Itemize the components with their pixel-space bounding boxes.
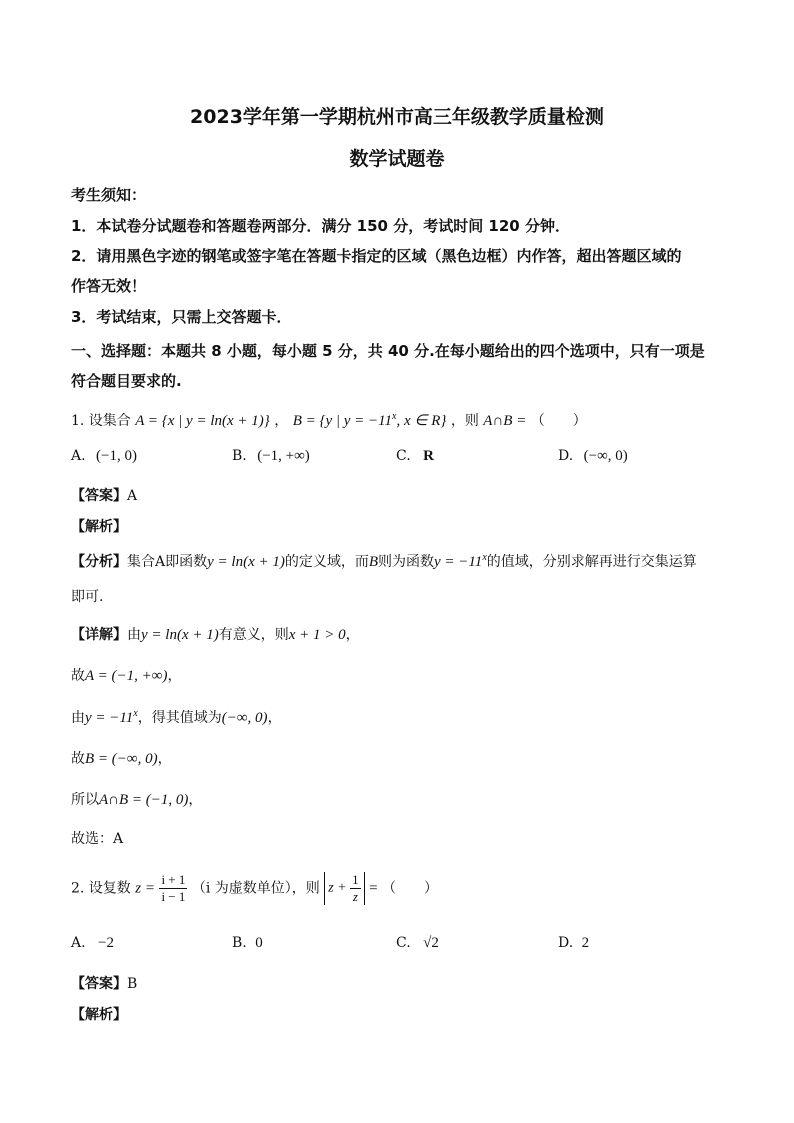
q1-fenxi	[71, 551, 697, 571]
q2-option-d	[558, 935, 589, 952]
section-heading: 一、选择题：本题共 8 小题，每小题 5 分，共 40 分.在每小题给出的四个选项中，只有一项是	[71, 342, 705, 360]
q2-prefix: 2. 设复数	[71, 880, 131, 897]
detail-text: ，	[267, 710, 282, 726]
fraction-numerator: i + 1	[161, 872, 186, 887]
option-value: (−1, +∞)	[257, 448, 310, 464]
q1-set-b: B = {y | $y = -11^x$, x ∈ R}	[292, 411, 447, 429]
q1-option-b	[232, 448, 310, 465]
abs-fraction	[350, 872, 361, 905]
answer-value: A	[127, 488, 138, 504]
q1-option-c	[396, 448, 434, 465]
q1-conclusion: 故选：A	[71, 831, 124, 847]
fenxi-text: 集合A即函数	[127, 554, 208, 570]
option-label: D.	[558, 448, 574, 464]
detail-formula: A = (−1, +∞)	[85, 668, 168, 684]
notice-heading: 考生须知：	[71, 186, 147, 204]
page-subtitle: 数学试题卷	[349, 148, 445, 170]
q2-analysis-tag: 【解析】	[71, 1007, 127, 1023]
detail-text: 故	[71, 751, 85, 767]
option-label: A.	[71, 448, 86, 464]
q1-detail-line-3	[71, 707, 282, 727]
q2-answer-bracket: （ ）	[382, 880, 439, 897]
q1-fenxi-cont: 即可.	[71, 589, 104, 605]
q1-answer-bracket: （ ）	[530, 413, 587, 429]
q1-analysis-tag: 【解析】	[71, 519, 127, 535]
q2-answer	[71, 973, 137, 993]
q1-option-a	[71, 448, 137, 465]
fenxi-formula: $y = -11^x$	[434, 552, 487, 570]
answer-value: B	[127, 976, 138, 992]
q1-option-d	[558, 448, 628, 465]
detail-formula: x + 1 > 0	[288, 627, 346, 643]
q2-paren: （i 为虚数单位），则	[191, 880, 320, 897]
q2-abs-expression	[324, 872, 364, 905]
detail-formula: B = (−∞, 0)	[85, 751, 158, 767]
q1-detail-line-1	[71, 624, 360, 644]
q1-detail-line-2	[71, 665, 181, 685]
option-value: 0	[255, 935, 263, 951]
detail-tag: 【详解】	[71, 627, 127, 643]
notice-item-2-cont: 作答无效！	[71, 277, 147, 295]
question-2	[71, 872, 438, 905]
detail-text: ，得其值域为	[137, 710, 222, 726]
fenxi-tag: 【分析】	[71, 554, 127, 570]
option-value: R	[423, 448, 434, 464]
answer-tag: 【答案】	[71, 488, 127, 504]
answer-tag: 【答案】	[71, 976, 127, 992]
detail-text: 由	[71, 710, 85, 726]
fraction-denominator: i − 1	[161, 889, 186, 904]
fenxi-text: 的值域，分别求解再进行交集运算	[486, 554, 697, 570]
q1-set-a: A = {x | y = ln(x + 1)}	[135, 413, 270, 429]
fraction-denominator: z	[352, 889, 358, 904]
notice-item-1: 1．本试卷分试题卷和答题卷两部分．满分 150 分，考试时间 120 分钟．	[71, 217, 570, 235]
fenxi-formula: y = ln(x + 1)	[207, 554, 285, 570]
detail-text: 故	[71, 668, 85, 684]
q1-prefix: 1. 设集合	[71, 413, 131, 429]
question-1	[71, 410, 587, 430]
q2-option-b	[232, 935, 263, 952]
detail-text: 由	[127, 627, 141, 643]
detail-text: ，	[345, 627, 360, 643]
fenxi-set-b: B	[368, 554, 379, 570]
q2-option-a	[71, 935, 114, 952]
option-value: (−1, 0)	[96, 448, 137, 464]
q2-eq: =	[369, 880, 378, 897]
option-label: D.	[558, 935, 574, 951]
option-value: (−∞, 0)	[583, 448, 628, 464]
notice-item-3: 3．考试结束，只需上交答题卡．	[71, 308, 292, 326]
detail-text: ，	[188, 792, 203, 808]
fenxi-text: 则为函数	[378, 554, 435, 570]
option-value: 2	[581, 935, 590, 951]
q1-detail-line-4	[71, 748, 172, 768]
detail-formula: A∩B = (−1, 0)	[99, 792, 189, 808]
detail-formula: (−∞, 0)	[221, 710, 268, 726]
q2-option-c	[396, 935, 439, 952]
q1-answer	[71, 485, 137, 505]
detail-text: 有意义，则	[218, 627, 289, 643]
q1-ask: ，则	[450, 413, 479, 429]
q1-comma: ，	[274, 413, 289, 429]
detail-formula: $y = -11^x$	[85, 708, 138, 726]
option-label: C.	[396, 448, 411, 464]
detail-text: 所以	[71, 792, 99, 808]
section-heading-cont: 符合题目要求的.	[71, 372, 182, 390]
q2-z-eq: z =	[135, 880, 155, 897]
fraction-numerator: 1	[352, 872, 359, 887]
option-value: −2	[98, 935, 114, 951]
option-label: B.	[232, 935, 247, 951]
q1-detail-line-5	[71, 789, 202, 809]
option-label: B.	[232, 448, 247, 464]
q1-ask-expr: A∩B =	[483, 413, 527, 429]
detail-formula: y = ln(x + 1)	[141, 627, 219, 643]
option-label: A.	[71, 935, 86, 951]
q2-fraction	[159, 872, 187, 905]
page-title: 2023学年第一学期杭州市高三年级教学质量检测	[190, 106, 604, 128]
abs-expression-term: z +	[328, 880, 347, 896]
option-label: C.	[396, 935, 411, 951]
detail-text: ，	[167, 668, 182, 684]
notice-item-2: 2．请用黑色字迹的钢笔或签字笔在答题卡指定的区域（黑色边框）内作答，超出答题区域的	[71, 247, 682, 265]
option-value: √2	[423, 935, 439, 951]
fenxi-text: 的定义域，而	[284, 554, 369, 570]
detail-text: ，	[157, 751, 172, 767]
